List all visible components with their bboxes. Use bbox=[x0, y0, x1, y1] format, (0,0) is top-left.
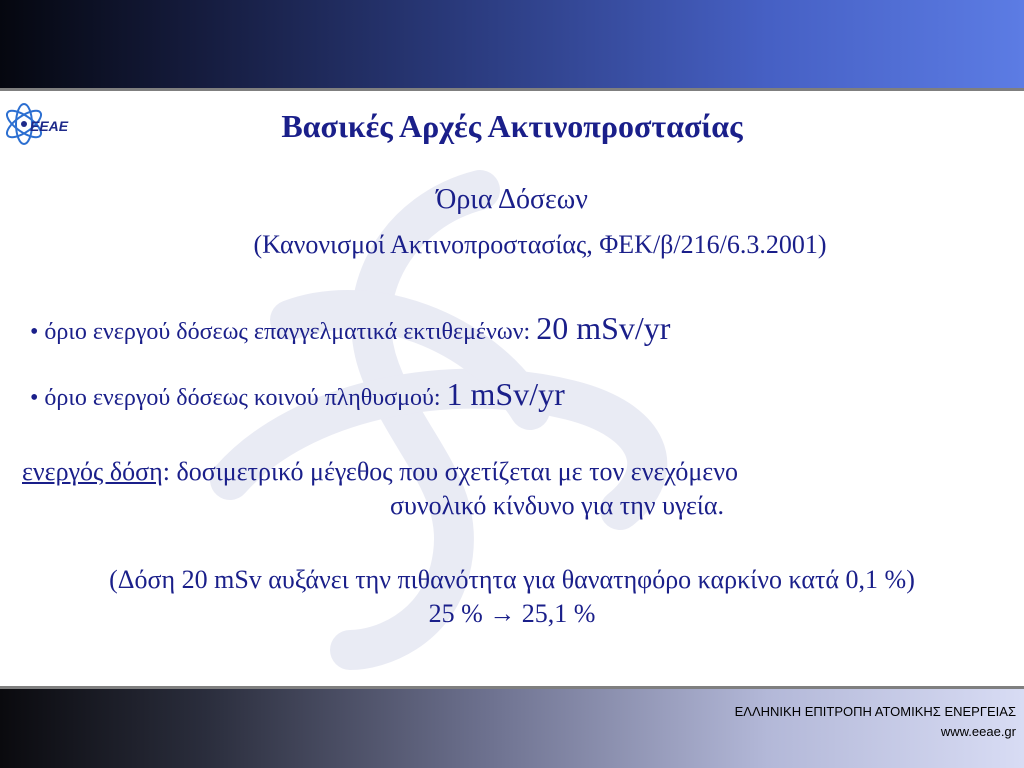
risk-note-line1: (Δόση 20 mSv αυξάνει την πιθανότητα για θανατηφόρο καρκίνο κατά 0,1 %) bbox=[109, 565, 915, 594]
definition-text-line2: συνολικό κίνδυνο για την υγεία. bbox=[389, 491, 725, 521]
definition-term: ενεργός δόση bbox=[22, 457, 163, 486]
slide-title: Βασικές Αρχές Ακτινοπροστασίας bbox=[281, 108, 743, 144]
bullet-text: • όριο ενεργού δόσεως κοινού πληθυσμού: bbox=[30, 385, 447, 411]
bullet-value: 1 mSv/yr bbox=[446, 376, 565, 412]
header-divider bbox=[0, 88, 1024, 91]
bullet-public-limit bbox=[30, 376, 565, 413]
bullet-value: 20 mSv/yr bbox=[536, 310, 671, 346]
slide-subtitle: Όρια Δόσεων bbox=[436, 184, 588, 215]
risk-note bbox=[0, 563, 1024, 632]
bullet-occupational-limit bbox=[30, 310, 670, 347]
regulation-reference: (Κανονισμοί Ακτινοπροστασίας, ΦΕΚ/β/216/6.3.2001) bbox=[253, 230, 827, 259]
footer-bar bbox=[0, 689, 1024, 768]
footer-website-link[interactable]: www.eeae.gr bbox=[940, 724, 1016, 739]
header-bar bbox=[0, 0, 1024, 88]
definition-text-line1: : δοσιμετρικό μέγεθος που σχετίζεται με τον ενεχόμενο bbox=[162, 457, 738, 486]
bullet-text: • όριο ενεργού δόσεως επαγγελματικά εκτιθεμένων: bbox=[30, 319, 537, 345]
effective-dose-definition bbox=[22, 455, 982, 524]
footer-organization: ΕΛΛΗΝΙΚΗ ΕΠΙΤΡΟΠΗ ΑΤΟΜΙΚΗΣ ΕΝΕΡΓΕΙΑΣ bbox=[734, 704, 1016, 719]
logo-text: ΕΕΑΕ bbox=[30, 118, 69, 134]
risk-note-line2: 25 % → 25,1 % bbox=[428, 599, 596, 629]
